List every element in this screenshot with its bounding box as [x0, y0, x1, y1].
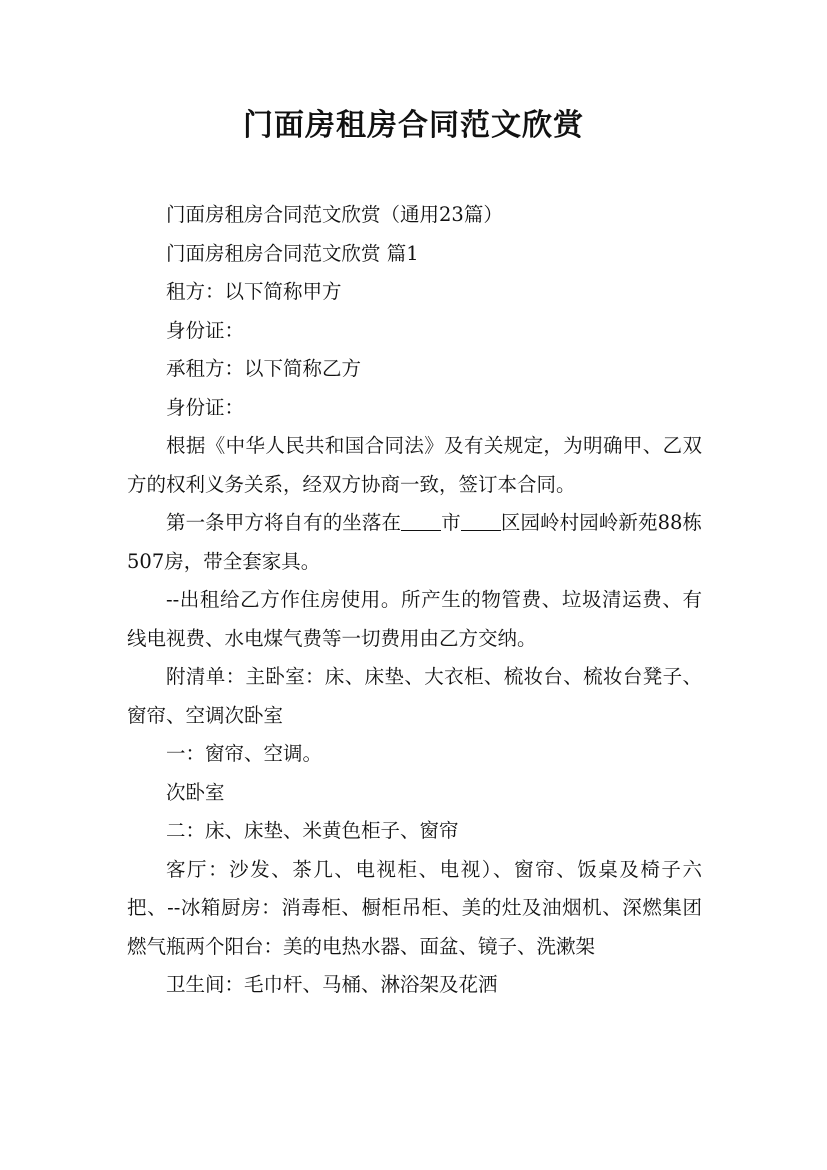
paragraph-lessor-id: 身份证： [166, 318, 245, 342]
article-1-part-a: 第一条甲方将自有的坐落在 [166, 511, 402, 534]
paragraph-section-heading: 门面房租房合同范文欣赏 篇1 [166, 241, 419, 265]
article-1-part-b: 市 [441, 511, 461, 534]
paragraph-second-bedroom: 次卧室 [166, 780, 225, 804]
paragraph-subtitle: 门面房租房合同范文欣赏（通用23篇） [166, 203, 503, 226]
paragraph-lessor: 租方：以下简称甲方 [166, 280, 342, 303]
document-title: 门面房租房合同范文欣赏 [243, 108, 584, 143]
paragraph-article-1 [127, 504, 702, 581]
document-body [127, 196, 702, 1005]
paragraph-usage: --出租给乙方作住房使用。所产生的物管费、垃圾清运费、有线电视费、水电煤气费等一切费用由乙方交纳。 [127, 588, 702, 650]
paragraph-inventory-1: 一：窗帘、空调。 [166, 742, 323, 765]
article-1-part-c: 区园岭村园岭新苑88栋507房，带全套家具。 [127, 511, 702, 573]
paragraph-living-room: 客厅：沙发、茶几、电视柜、电视）、窗帘、饭桌及椅子六把、--冰箱厨房：消毒柜、橱柜吊柜、美的灶及油烟机、深燃集团燃气瓶两个阳台：美的电热水器、面盆、镜子、洗漱架 [127, 857, 702, 958]
paragraph-lessee: 承租方：以下简称乙方 [166, 357, 362, 380]
blank-district-field [461, 511, 501, 532]
paragraph-lessee-id: 身份证： [166, 395, 245, 419]
paragraph-inventory-2: 二：床、床垫、米黄色柜子、窗帘 [166, 819, 459, 842]
blank-city-field [401, 511, 441, 532]
paragraph-inventory: 附清单：主卧室：床、床垫、大衣柜、梳妆台、梳妆台凳子、窗帘、空调次卧室 [127, 665, 702, 727]
paragraph-bathroom: 卫生间：毛巾杆、马桶、淋浴架及花洒 [166, 973, 498, 996]
paragraph-preamble: 根据《中华人民共和国合同法》及有关规定，为明确甲、乙双方的权利义务关系，经双方协商一致，签订本合同。 [127, 434, 702, 496]
